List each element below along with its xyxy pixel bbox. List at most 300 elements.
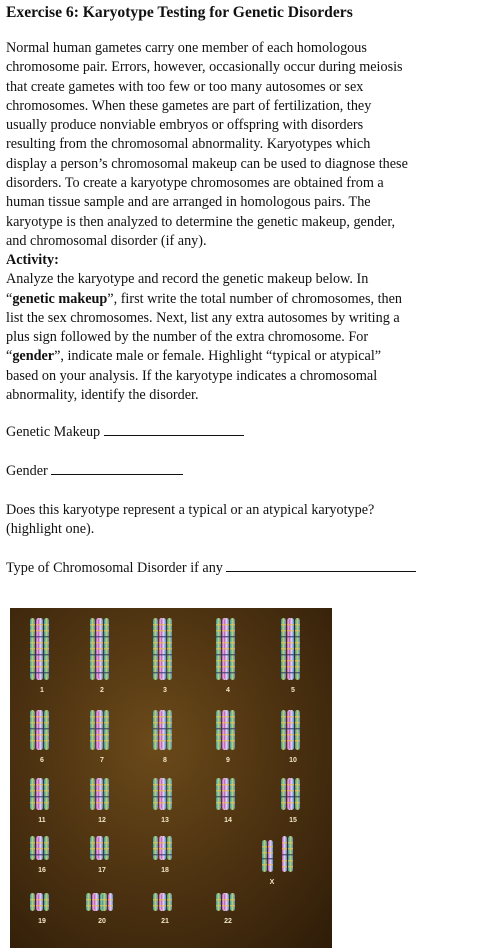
chromosome-band <box>98 654 103 655</box>
chromosome-band <box>230 722 235 723</box>
intro-line: that create gametes with too few or too many autosomes or sex <box>6 78 364 95</box>
chromosome-band <box>161 802 166 803</box>
chromosome-band <box>268 852 273 853</box>
chromosome-band <box>224 654 229 655</box>
chromosome-band <box>295 802 300 803</box>
chromosome-band <box>281 790 286 791</box>
chromosome-band <box>161 899 166 900</box>
chromosome-band <box>30 672 35 673</box>
chromosome-band <box>44 642 49 643</box>
chromosome-band <box>104 802 109 803</box>
chromosome-band <box>161 660 166 661</box>
chromosome-number-label: 2 <box>100 687 104 694</box>
chromosome-band <box>44 740 49 741</box>
chromosome-band <box>98 784 103 785</box>
chromosome-band <box>90 790 95 791</box>
chromosome-band <box>161 796 166 797</box>
chromosome-number-label: 4 <box>226 687 230 694</box>
chromosome-band <box>98 802 103 803</box>
chromosome-band <box>281 630 286 631</box>
chromosome-band <box>44 734 49 735</box>
chromosome-band <box>90 802 95 803</box>
chromosome-band <box>161 905 166 906</box>
chromosome-band <box>230 784 235 785</box>
chromosome-band <box>38 642 43 643</box>
chromosome <box>108 893 113 911</box>
chromosome-band <box>90 740 95 741</box>
chromosome-band <box>38 636 43 637</box>
chromosome-band <box>289 672 294 673</box>
chromosome-band <box>161 654 166 655</box>
chromosome-band <box>38 802 43 803</box>
chromosome-band <box>38 790 43 791</box>
chromosome-band <box>289 722 294 723</box>
chromosome-band <box>224 740 229 741</box>
chromosome-band <box>161 734 166 735</box>
quote-mark: “ <box>6 290 13 307</box>
chromosome-band <box>216 790 221 791</box>
chromosome-band <box>90 660 95 661</box>
chromosome <box>44 893 49 911</box>
chromosome-band <box>282 860 287 861</box>
chromosome-band <box>38 734 43 735</box>
disorder-row <box>6 559 478 578</box>
chromosome-band <box>44 905 49 906</box>
chromosome-band <box>295 716 300 717</box>
chromosome-band <box>224 784 229 785</box>
chromosome-band <box>38 624 43 625</box>
chromosome-band <box>153 672 158 673</box>
chromosome-band <box>90 734 95 735</box>
chromosome-band <box>38 716 43 717</box>
chromosome-band <box>98 642 103 643</box>
chromosome-band <box>167 905 172 906</box>
chromosome-band <box>38 648 43 649</box>
genetic-makeup-blank[interactable] <box>104 423 244 436</box>
chromosome-band <box>224 734 229 735</box>
chromosome-band <box>230 905 235 906</box>
activity-line: Analyze the karyotype and record the genetic makeup below. In <box>6 271 369 288</box>
chromosome-band <box>90 672 95 673</box>
chromosome-band <box>153 784 158 785</box>
chromosome-band <box>281 740 286 741</box>
chromosome-band <box>104 672 109 673</box>
chromosome <box>153 778 158 810</box>
chromosome-band <box>30 624 35 625</box>
chromosome-band <box>295 660 300 661</box>
chromosome-band <box>281 648 286 649</box>
chromosome-band <box>38 905 43 906</box>
activity-paragraph <box>6 270 478 405</box>
chromosome-band <box>167 784 172 785</box>
chromosome-band <box>224 716 229 717</box>
chromosome-band <box>153 734 158 735</box>
chromosome-band <box>281 654 286 655</box>
chromosome-band <box>216 784 221 785</box>
chromosome-band <box>104 790 109 791</box>
chromosome <box>167 893 172 911</box>
chromosome-band <box>289 636 294 637</box>
chromosome-band <box>90 784 95 785</box>
chromosome-number-label: 16 <box>38 867 46 874</box>
chromosome-band <box>216 642 221 643</box>
chromosome-band <box>90 842 95 843</box>
worksheet <box>6 4 478 578</box>
chromosome-band <box>230 790 235 791</box>
chromosome-band <box>288 842 293 843</box>
chromosome-band <box>98 636 103 637</box>
intro-line: karyotype is then analyzed to determine the genetic makeup, gender, <box>6 213 396 230</box>
disorder-blank[interactable] <box>226 559 416 572</box>
chromosome-band <box>86 899 91 900</box>
chromosome-band <box>216 630 221 631</box>
chromosome <box>230 778 235 810</box>
chromosome-band <box>289 654 294 655</box>
chromosome-number-label: 22 <box>224 918 232 925</box>
disorder-label: Type of Chromosomal Disorder if any <box>6 560 223 577</box>
chromosome-band <box>38 630 43 631</box>
chromosome-band <box>30 796 35 797</box>
chromosome-band <box>281 672 286 673</box>
chromosome-band <box>38 666 43 667</box>
chromosome <box>262 840 267 872</box>
chromosome-band <box>30 854 35 855</box>
chromosome-band <box>104 796 109 797</box>
chromosome-band <box>104 630 109 631</box>
chromosome-band <box>295 672 300 673</box>
chromosome-band <box>282 842 287 843</box>
chromosome-band <box>44 660 49 661</box>
chromosome-band <box>161 854 166 855</box>
chromosome-band <box>98 666 103 667</box>
chromosome-band <box>289 740 294 741</box>
chromosome-band <box>268 864 273 865</box>
chromosome-band <box>38 854 43 855</box>
chromosome-band <box>262 864 267 865</box>
chromosome-band <box>167 624 172 625</box>
chromosome-band <box>153 796 158 797</box>
chromosome-band <box>104 784 109 785</box>
chromosome-band <box>153 899 158 900</box>
chromosome-band <box>288 854 293 855</box>
chromosome-band <box>86 905 91 906</box>
chromosome-band <box>38 660 43 661</box>
chromosome-number-label: 9 <box>226 757 230 764</box>
chromosome-band <box>224 624 229 625</box>
chromosome-band <box>216 796 221 797</box>
chromosome-band <box>98 648 103 649</box>
chromosome-number-label: 15 <box>289 817 297 824</box>
chromosome-band <box>216 802 221 803</box>
intro-line: Normal human gametes carry one member of each homologous <box>6 40 367 56</box>
chromosome-band <box>98 740 103 741</box>
chromosome-band <box>167 648 172 649</box>
page-title: Exercise 6: Karyotype Testing for Genetic Disorders <box>6 4 353 21</box>
chromosome <box>153 893 158 911</box>
gender-blank[interactable] <box>51 462 183 475</box>
chromosome-band <box>153 648 158 649</box>
chromosome-band <box>90 630 95 631</box>
chromosome-band <box>216 728 221 729</box>
chromosome-band <box>98 722 103 723</box>
chromosome-band <box>167 802 172 803</box>
chromosome-band <box>230 802 235 803</box>
chromosome-number-label: 3 <box>163 687 167 694</box>
chromosome-band <box>98 848 103 849</box>
gender-row <box>6 462 478 481</box>
chromosome-band <box>288 848 293 849</box>
chromosome-band <box>224 796 229 797</box>
chromosome-band <box>161 728 166 729</box>
chromosome <box>161 778 166 810</box>
chromosome-band <box>30 636 35 637</box>
chromosome-band <box>90 716 95 717</box>
question-line: Does this karyotype represent a typical or an atypical karyotype? <box>6 502 375 519</box>
chromosome-band <box>104 842 109 843</box>
intro-line: disorders. To create a karyotype chromosomes are obtained from a <box>6 175 384 192</box>
chromosome-band <box>230 666 235 667</box>
chromosome-band <box>104 848 109 849</box>
chromosome-band <box>44 666 49 667</box>
question-line: (highlight one). <box>6 521 95 538</box>
chromosome-band <box>38 796 43 797</box>
chromosome <box>224 893 229 911</box>
chromosome-band <box>153 740 158 741</box>
chromosome-band <box>216 734 221 735</box>
chromosome-number-label: 5 <box>291 687 295 694</box>
chromosome-band <box>98 790 103 791</box>
chromosome-band <box>38 848 43 849</box>
chromosome-band <box>289 648 294 649</box>
chromosome-band <box>104 666 109 667</box>
chromosome-band <box>167 672 172 673</box>
chromosome-band <box>90 848 95 849</box>
activity-line: based on your analysis. If the karyotype indicates a chromosomal <box>6 367 378 384</box>
chromosome-band <box>98 734 103 735</box>
activity-line: plus sign followed by the number of the extra chromosome. For <box>6 329 369 346</box>
chromosome <box>224 778 229 810</box>
chromosome-band <box>230 716 235 717</box>
chromosome-band <box>38 740 43 741</box>
chromosome-band <box>281 728 286 729</box>
chromosome-band <box>224 648 229 649</box>
chromosome-band <box>281 636 286 637</box>
chromosome-band <box>30 740 35 741</box>
chromosome-band <box>90 854 95 855</box>
chromosome-number-label: 1 <box>40 687 44 694</box>
chromosome-band <box>268 846 273 847</box>
chromosome-band <box>104 642 109 643</box>
activity-heading: Activity: <box>6 252 59 269</box>
chromosome-band <box>295 722 300 723</box>
chromosome <box>38 893 43 911</box>
quote-mark: “ <box>6 348 13 365</box>
chromosome-band <box>153 842 158 843</box>
chromosome-band <box>224 899 229 900</box>
chromosome-band <box>282 854 287 855</box>
chromosome-band <box>224 672 229 673</box>
chromosome-band <box>289 666 294 667</box>
chromosome-band <box>98 716 103 717</box>
chromosome-band <box>161 716 166 717</box>
chromosome <box>44 778 49 810</box>
karyotype-figure <box>10 608 332 948</box>
chromosome <box>86 893 91 911</box>
chromosome-band <box>90 722 95 723</box>
chromosome-band <box>295 630 300 631</box>
chromosome-number-label: 14 <box>224 817 232 824</box>
chromosome-band <box>153 642 158 643</box>
chromosome-band <box>161 630 166 631</box>
chromosome-band <box>167 630 172 631</box>
keyword-gender: gender <box>12 348 55 365</box>
chromosome-band <box>281 722 286 723</box>
chromosome-band <box>98 672 103 673</box>
chromosome-band <box>38 722 43 723</box>
chromosome-band <box>289 660 294 661</box>
chromosome-band <box>289 630 294 631</box>
chromosome-band <box>44 722 49 723</box>
chromosome-band <box>262 852 267 853</box>
chromosome-band <box>104 854 109 855</box>
chromosome-band <box>94 899 99 900</box>
activity-line <box>6 290 478 309</box>
chromosome-band <box>38 728 43 729</box>
chromosome-band <box>108 899 113 900</box>
chromosome-band <box>98 624 103 625</box>
chromosome-band <box>230 796 235 797</box>
chromosome-band <box>38 899 43 900</box>
chromosome-band <box>230 648 235 649</box>
chromosome-band <box>161 624 166 625</box>
chromosome-band <box>224 660 229 661</box>
chromosome-band <box>167 734 172 735</box>
chromosome <box>90 778 95 810</box>
chromosome-band <box>104 654 109 655</box>
chromosome-band <box>224 790 229 791</box>
chromosome-band <box>30 790 35 791</box>
chromosome-band <box>167 722 172 723</box>
chromosome-band <box>295 654 300 655</box>
chromosome-band <box>161 648 166 649</box>
chromosome-band <box>102 899 107 900</box>
chromosome-band <box>38 784 43 785</box>
chromosome-band <box>167 666 172 667</box>
chromosome-band <box>30 802 35 803</box>
chromosome-band <box>153 624 158 625</box>
chromosome-band <box>30 722 35 723</box>
chromosome-number-label: X <box>269 879 275 886</box>
chromosome <box>30 778 35 810</box>
chromosome-band <box>30 899 35 900</box>
chromosome-band <box>167 740 172 741</box>
chromosome-band <box>153 848 158 849</box>
chromosome-band <box>282 848 287 849</box>
chromosome-band <box>153 722 158 723</box>
chromosome-band <box>230 636 235 637</box>
activity-line-text: ”, indicate male or female. Highlight “typical or atypical” <box>54 348 382 365</box>
chromosome-band <box>90 796 95 797</box>
chromosome-band <box>288 860 293 861</box>
chromosome-band <box>153 790 158 791</box>
chromosome-band <box>167 899 172 900</box>
intro-line: and chromosomal disorder (if any). <box>6 232 207 249</box>
chromosome-band <box>289 734 294 735</box>
chromosome-band <box>230 734 235 735</box>
chromosome-band <box>161 740 166 741</box>
chromosome-band <box>90 654 95 655</box>
chromosome-band <box>161 790 166 791</box>
chromosome-band <box>90 624 95 625</box>
chromosome-band <box>281 660 286 661</box>
chromosome-band <box>98 854 103 855</box>
chromosome-band <box>161 848 166 849</box>
chromosome-band <box>104 648 109 649</box>
chromosome-number-label: 7 <box>100 757 104 764</box>
chromosome-band <box>224 666 229 667</box>
chromosome-band <box>289 642 294 643</box>
chromosome <box>102 893 107 911</box>
chromosome-band <box>216 899 221 900</box>
chromosome-band <box>216 740 221 741</box>
chromosome-number-label: 10 <box>289 757 297 764</box>
chromosome-band <box>216 660 221 661</box>
chromosome-band <box>281 642 286 643</box>
chromosome-number-label: 6 <box>40 757 44 764</box>
chromosome-band <box>44 790 49 791</box>
chromosome-band <box>30 648 35 649</box>
chromosome-band <box>216 722 221 723</box>
chromosome <box>38 778 43 810</box>
chromosome-band <box>161 636 166 637</box>
chromosome-band <box>167 642 172 643</box>
chromosome-band <box>289 796 294 797</box>
chromosome-band <box>44 672 49 673</box>
chromosome-band <box>295 728 300 729</box>
chromosome-band <box>44 716 49 717</box>
chromosome-band <box>230 630 235 631</box>
chromosome-band <box>216 636 221 637</box>
chromosome-band <box>289 716 294 717</box>
chromosome-number-label: 21 <box>161 918 169 925</box>
chromosome-band <box>90 642 95 643</box>
chromosome-band <box>295 740 300 741</box>
chromosome-band <box>281 796 286 797</box>
chromosome-band <box>281 802 286 803</box>
chromosome-band <box>98 660 103 661</box>
chromosome-band <box>104 660 109 661</box>
chromosome-band <box>44 784 49 785</box>
chromosome-band <box>167 854 172 855</box>
chromosome-band <box>161 842 166 843</box>
chromosome-band <box>44 854 49 855</box>
chromosome-band <box>295 666 300 667</box>
chromosome-band <box>295 624 300 625</box>
genetic-makeup-row <box>6 423 478 442</box>
chromosome-band <box>295 648 300 649</box>
chromosome-band <box>230 654 235 655</box>
chromosome-band <box>98 728 103 729</box>
chromosome-band <box>224 905 229 906</box>
chromosome-band <box>224 636 229 637</box>
chromosome-band <box>153 728 158 729</box>
chromosome <box>289 778 294 810</box>
chromosome <box>94 893 99 911</box>
chromosome-band <box>167 716 172 717</box>
chromosome-band <box>30 630 35 631</box>
chromosome-band <box>44 899 49 900</box>
chromosome <box>98 778 103 810</box>
